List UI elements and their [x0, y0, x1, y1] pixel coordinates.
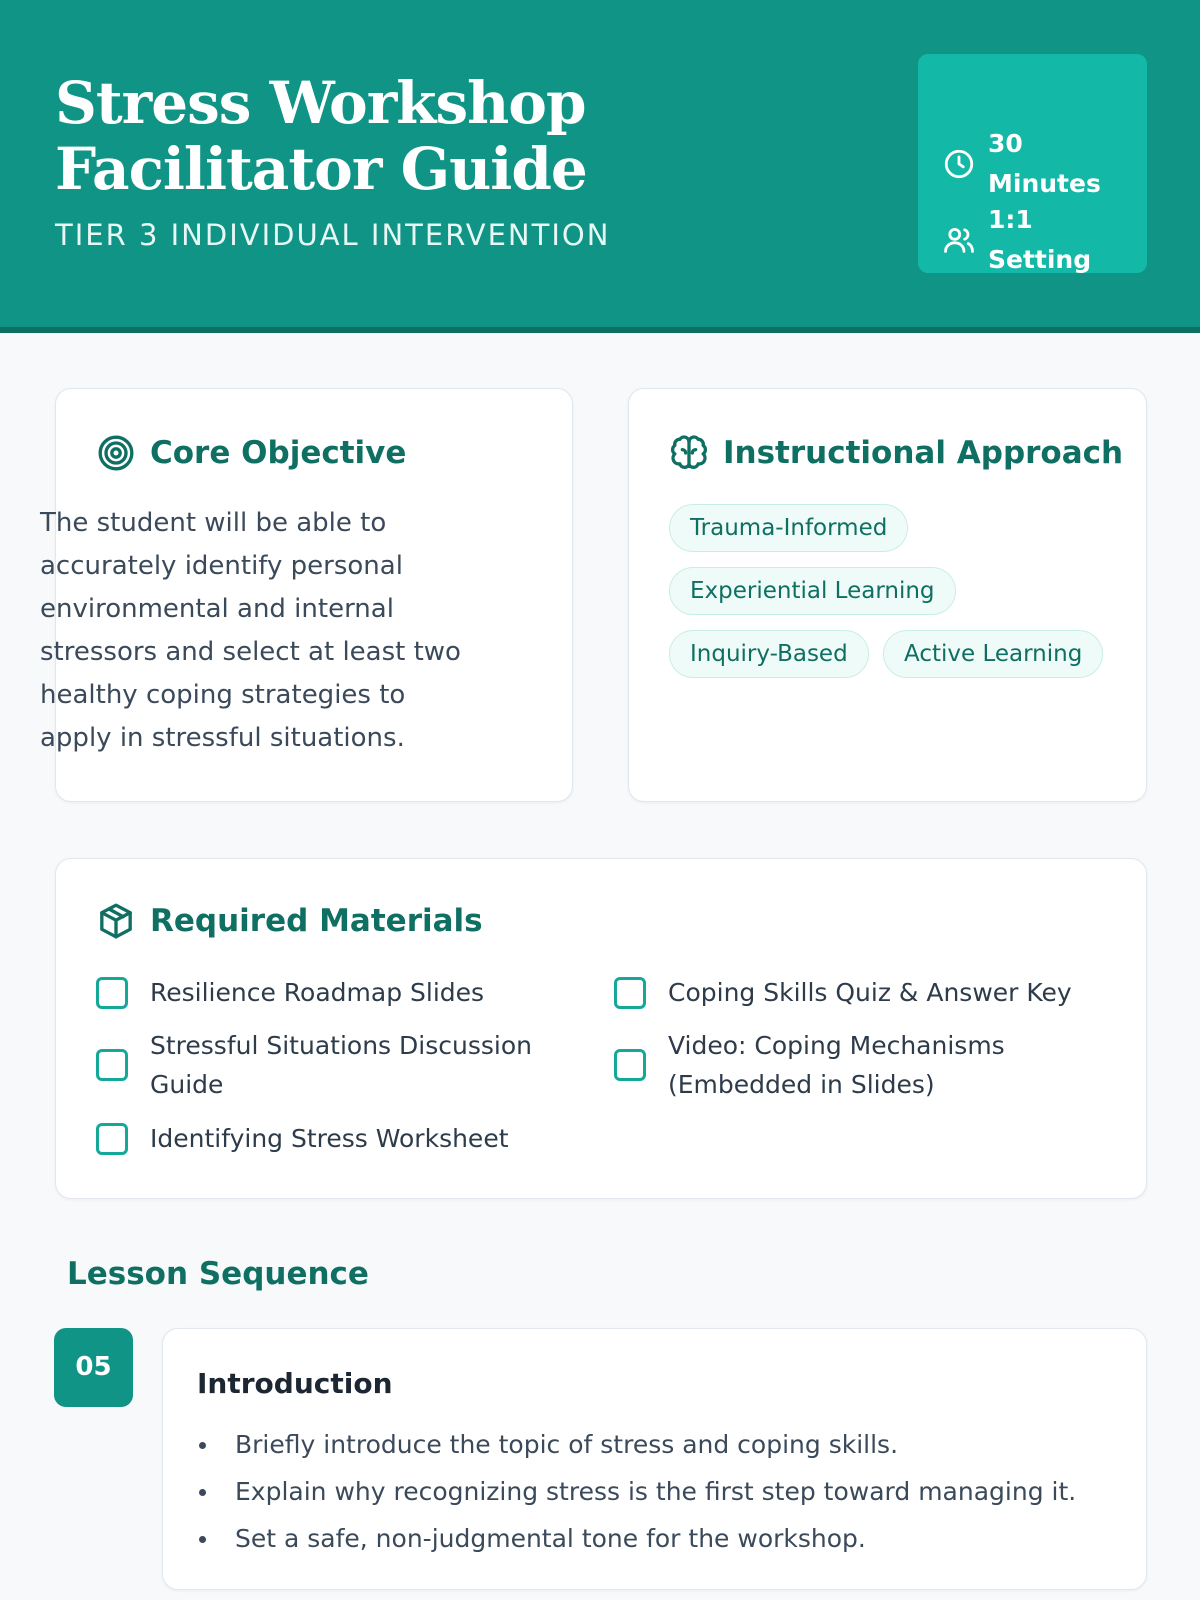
checkbox[interactable]	[614, 1049, 646, 1081]
instructional-approach-card	[628, 388, 1147, 802]
checkbox[interactable]	[96, 1123, 128, 1155]
page-header	[0, 0, 1200, 333]
setting-text: 1:1 Setting	[988, 205, 1092, 274]
material-item[interactable]	[614, 1026, 1044, 1104]
material-label: Identifying Stress Worksheet	[150, 1124, 509, 1153]
material-item[interactable]	[614, 973, 1104, 1012]
brain-icon	[669, 433, 709, 473]
core-objective-header	[96, 433, 406, 473]
material-item[interactable]	[96, 1119, 556, 1158]
material-label: Video: Coping Mechanisms (Embedded in Slides)	[668, 1031, 1005, 1099]
lesson-sequence-heading: Lesson Sequence	[67, 1256, 369, 1292]
duration-meta	[942, 124, 1118, 204]
core-objective-text: The student will be able to accurately identify personal environmental and internal stressors and select at least two healthy coping strategies to apply in stressful situations.	[40, 508, 461, 753]
material-label: Coping Skills Quiz & Answer Key	[668, 978, 1072, 1007]
instructional-approach-header	[669, 433, 1123, 473]
step-title: Introduction	[197, 1367, 393, 1400]
instructional-approach-heading: Instructional Approach	[723, 435, 1124, 471]
list-item: Set a safe, non-judgmental tone for the workshop.	[197, 1515, 1117, 1562]
box-icon	[96, 901, 136, 941]
list-item: Explain why recognizing stress is the first step toward managing it.	[197, 1468, 1117, 1515]
setting-meta	[942, 200, 1118, 280]
material-item[interactable]	[96, 973, 556, 1012]
material-label: Resilience Roadmap Slides	[150, 978, 485, 1007]
list-item: Briefly introduce the topic of stress and coping skills.	[197, 1421, 1117, 1468]
step-card-introduction	[162, 1328, 1147, 1590]
tag-experiential-learning: Experiential Learning	[669, 567, 956, 615]
required-materials-header	[96, 901, 483, 941]
required-materials-card	[55, 858, 1147, 1199]
users-icon	[942, 223, 976, 257]
checkbox[interactable]	[96, 977, 128, 1009]
session-meta-box	[918, 54, 1147, 273]
checkbox[interactable]	[614, 977, 646, 1009]
step-number-badge: 05	[54, 1328, 133, 1407]
target-icon	[96, 433, 136, 473]
core-objective-heading: Core Objective	[150, 435, 407, 471]
checkbox[interactable]	[96, 1049, 128, 1081]
page-title: Stress Workshop Facilitator Guide	[55, 69, 587, 203]
required-materials-heading: Required Materials	[150, 903, 483, 939]
material-label: Stressful Situations Discussion Guide	[150, 1031, 532, 1099]
material-item[interactable]	[96, 1026, 556, 1104]
clock-icon	[942, 147, 976, 181]
tag-active-learning: Active Learning	[883, 630, 1103, 678]
duration-text: 30 Minutes	[988, 129, 1101, 198]
tag-inquiry-based: Inquiry-Based	[669, 630, 869, 678]
tag-trauma-informed: Trauma-Informed	[669, 504, 908, 552]
step-bullet-list	[197, 1421, 1117, 1562]
page-subtitle: TIER 3 INDIVIDUAL INTERVENTION	[55, 218, 611, 252]
